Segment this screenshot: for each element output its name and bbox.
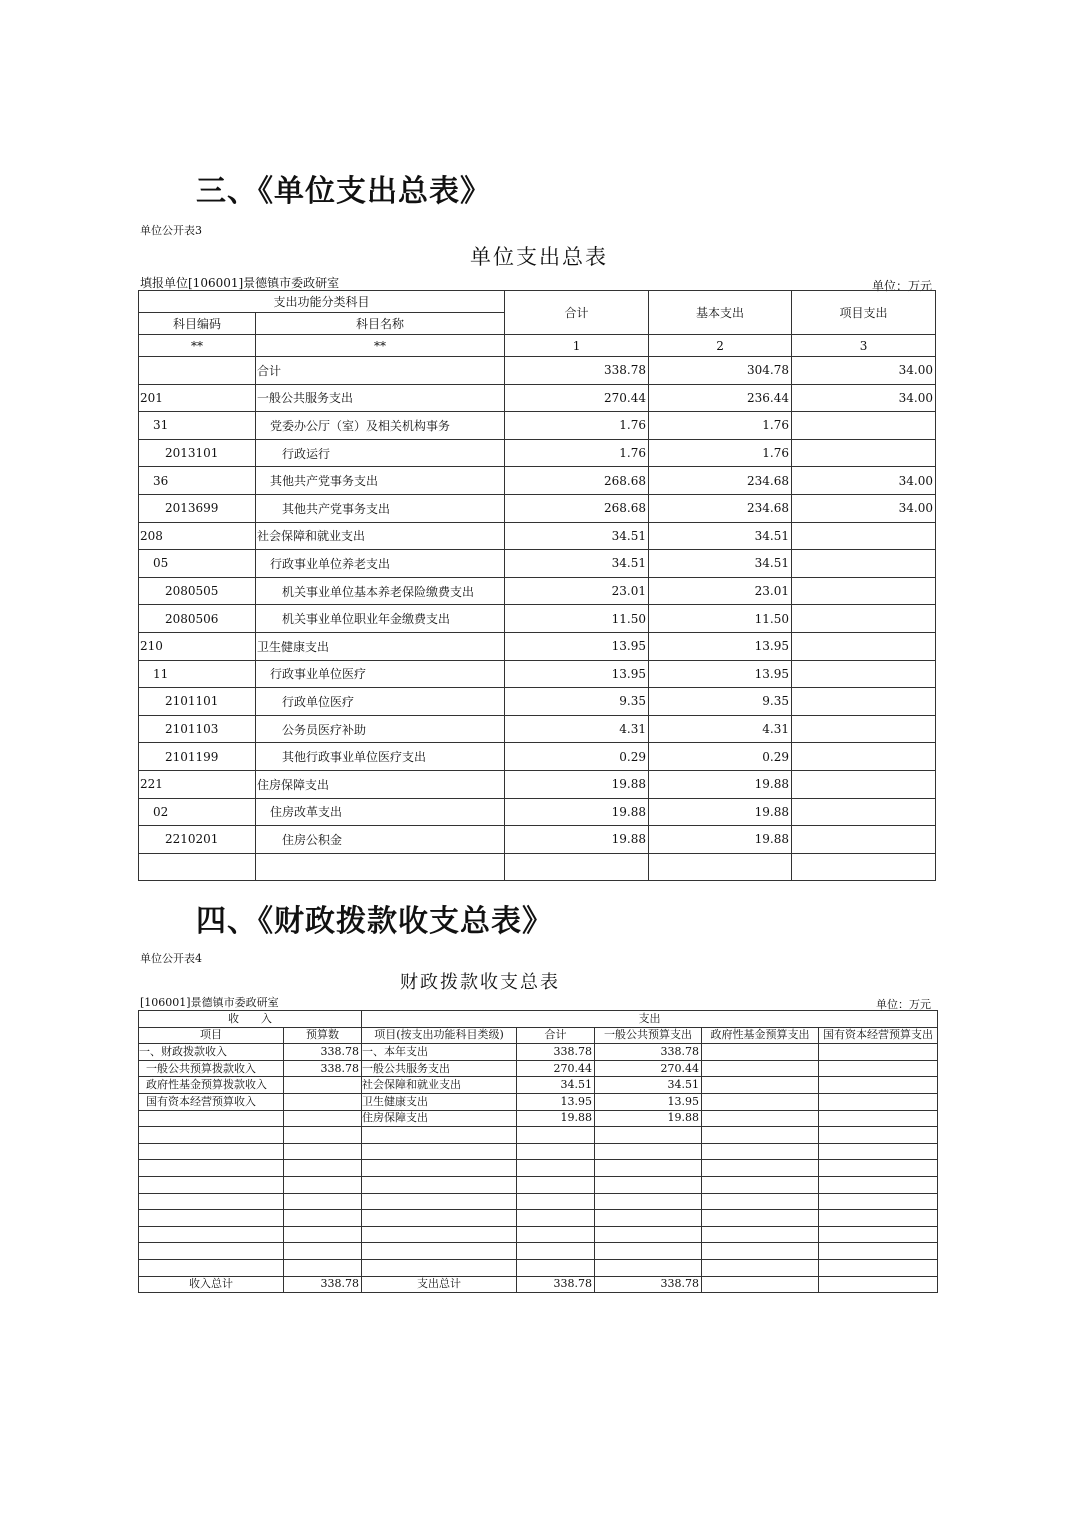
expense-total xyxy=(517,1259,595,1276)
expense-state-capital xyxy=(819,1193,938,1210)
row-code: 36 xyxy=(139,467,256,495)
expense-item xyxy=(362,1243,517,1260)
state-capital-total-value xyxy=(819,1276,938,1293)
row-code: 2013699 xyxy=(139,494,256,522)
row-name: 行政事业单位医疗 xyxy=(256,660,505,688)
index-cell: 3 xyxy=(792,335,936,357)
income-budget xyxy=(284,1127,362,1144)
income-budget xyxy=(284,1110,362,1127)
income-budget xyxy=(284,1093,362,1110)
table-row xyxy=(139,632,936,660)
expense-state-capital xyxy=(819,1226,938,1243)
income-item xyxy=(139,1210,284,1227)
header-item: 项目 xyxy=(139,1027,284,1044)
row-total: 23.01 xyxy=(505,577,649,605)
income-item xyxy=(139,1127,284,1144)
row-total: 13.95 xyxy=(505,660,649,688)
index-cell: 2 xyxy=(649,335,792,357)
row-basic: 13.95 xyxy=(649,632,792,660)
row-code: 2080506 xyxy=(139,605,256,633)
table-row xyxy=(139,1210,938,1227)
expense-item: 一般公共服务支出 xyxy=(362,1060,517,1077)
header-name: 科目名称 xyxy=(256,313,505,335)
expense-gov-fund xyxy=(702,1060,819,1077)
table-row xyxy=(139,688,936,716)
row-code: 208 xyxy=(139,522,256,550)
table-row xyxy=(139,1110,938,1127)
expense-state-capital xyxy=(819,1044,938,1061)
row-name: 卫生健康支出 xyxy=(256,632,505,660)
row-name: 机关事业单位职业年金缴费支出 xyxy=(256,605,505,633)
expense-general: 338.78 xyxy=(595,1044,702,1061)
row-total: 34.51 xyxy=(505,550,649,578)
expense-gov-fund xyxy=(702,1176,819,1193)
expense-total xyxy=(517,1143,595,1160)
row-project: 34.00 xyxy=(792,494,936,522)
header-total: 合计 xyxy=(517,1027,595,1044)
table-row xyxy=(139,1143,938,1160)
section4-unit-label: [106001]景德镇市委政研室 xyxy=(140,996,279,1009)
expense-gov-fund xyxy=(702,1127,819,1144)
table-row xyxy=(139,1127,938,1144)
row-project xyxy=(792,439,936,467)
expense-total xyxy=(517,1176,595,1193)
row-project xyxy=(792,770,936,798)
table-row xyxy=(139,743,936,771)
expense-item xyxy=(362,1143,517,1160)
row-code: 201 xyxy=(139,384,256,412)
income-item: 政府性基金预算拨款收入 xyxy=(139,1077,284,1094)
table-row xyxy=(139,384,936,412)
expense-general xyxy=(595,1243,702,1260)
table-row xyxy=(139,439,936,467)
income-budget xyxy=(284,1210,362,1227)
header-project: 项目支出 xyxy=(792,291,936,335)
row-total: 9.35 xyxy=(505,688,649,716)
index-cell: ** xyxy=(139,335,256,357)
table-row xyxy=(139,605,936,633)
row-project xyxy=(792,798,936,826)
row-project xyxy=(792,660,936,688)
header-code: 科目编码 xyxy=(139,313,256,335)
row-total: 1.76 xyxy=(505,439,649,467)
header-group: 支出功能分类科目 xyxy=(139,291,505,313)
footer-row xyxy=(139,1276,938,1293)
header-budget: 预算数 xyxy=(284,1027,362,1044)
table-row xyxy=(139,522,936,550)
row-code xyxy=(139,853,256,881)
expense-state-capital xyxy=(819,1176,938,1193)
row-project xyxy=(792,688,936,716)
row-total: 1.76 xyxy=(505,412,649,440)
row-project xyxy=(792,550,936,578)
row-total: 19.88 xyxy=(505,770,649,798)
table-row xyxy=(139,494,936,522)
income-budget xyxy=(284,1176,362,1193)
section3-tag: 单位公开表3 xyxy=(140,224,202,237)
expense-state-capital xyxy=(819,1060,938,1077)
expense-summary-table xyxy=(138,290,936,881)
row-basic: 9.35 xyxy=(649,688,792,716)
section3-heading: 三、《单位支出总表》 xyxy=(196,174,491,209)
expense-state-capital xyxy=(819,1127,938,1144)
expense-gov-fund xyxy=(702,1226,819,1243)
table-row xyxy=(139,550,936,578)
row-basic: 11.50 xyxy=(649,605,792,633)
header-gov-fund: 政府性基金预算支出 xyxy=(702,1027,819,1044)
income-budget: 338.78 xyxy=(284,1044,362,1061)
row-code: 02 xyxy=(139,798,256,826)
row-code: 2101103 xyxy=(139,715,256,743)
row-basic xyxy=(649,853,792,881)
row-name: 行政运行 xyxy=(256,439,505,467)
table-row xyxy=(139,770,936,798)
row-total: 34.51 xyxy=(505,522,649,550)
expense-gov-fund xyxy=(702,1193,819,1210)
income-item xyxy=(139,1226,284,1243)
row-basic: 236.44 xyxy=(649,384,792,412)
row-name: 行政事业单位养老支出 xyxy=(256,550,505,578)
row-code: 11 xyxy=(139,660,256,688)
table-row xyxy=(139,1044,938,1061)
table-row xyxy=(139,1093,938,1110)
expense-item xyxy=(362,1176,517,1193)
income-item xyxy=(139,1176,284,1193)
income-budget xyxy=(284,1160,362,1177)
income-budget xyxy=(284,1193,362,1210)
expense-general xyxy=(595,1226,702,1243)
table-row xyxy=(139,1259,938,1276)
row-name: 机关事业单位基本养老保险缴费支出 xyxy=(256,577,505,605)
row-code: 2101101 xyxy=(139,688,256,716)
expense-gov-fund xyxy=(702,1160,819,1177)
row-name: 社会保障和就业支出 xyxy=(256,522,505,550)
general-total-value: 338.78 xyxy=(595,1276,702,1293)
row-project xyxy=(792,632,936,660)
row-basic: 34.51 xyxy=(649,522,792,550)
expense-total xyxy=(517,1127,595,1144)
row-project xyxy=(792,522,936,550)
table-row xyxy=(139,798,936,826)
expense-total xyxy=(517,1160,595,1177)
income-budget xyxy=(284,1259,362,1276)
row-basic: 34.51 xyxy=(649,550,792,578)
expense-item: 卫生健康支出 xyxy=(362,1093,517,1110)
row-name: 其他共产党事务支出 xyxy=(256,494,505,522)
row-code: 210 xyxy=(139,632,256,660)
row-name: 公务员医疗补助 xyxy=(256,715,505,743)
income-item xyxy=(139,1143,284,1160)
income-item xyxy=(139,1110,284,1127)
index-cell: 1 xyxy=(505,335,649,357)
row-basic: 1.76 xyxy=(649,412,792,440)
expense-general xyxy=(595,1259,702,1276)
header-expense: 支出 xyxy=(362,1011,938,1028)
section4-heading: 四、《财政拨款收支总表》 xyxy=(196,904,553,939)
section4-title: 财政拨款收支总表 xyxy=(400,972,560,993)
expense-gov-fund xyxy=(702,1259,819,1276)
header-state-capital: 国有资本经营预算支出 xyxy=(819,1027,938,1044)
section4-tag: 单位公开表4 xyxy=(140,952,202,965)
row-project: 34.00 xyxy=(792,467,936,495)
expense-total-value: 338.78 xyxy=(517,1276,595,1293)
income-total-label: 收入总计 xyxy=(139,1276,284,1293)
index-cell: ** xyxy=(256,335,505,357)
income-item xyxy=(139,1243,284,1260)
row-total xyxy=(505,853,649,881)
row-project xyxy=(792,853,936,881)
row-code: 221 xyxy=(139,770,256,798)
header-basic: 基本支出 xyxy=(649,291,792,335)
row-code: 2013101 xyxy=(139,439,256,467)
expense-item: 一、本年支出 xyxy=(362,1044,517,1061)
row-project: 34.00 xyxy=(792,357,936,385)
income-item xyxy=(139,1259,284,1276)
row-project xyxy=(792,715,936,743)
table-row xyxy=(139,1160,938,1177)
row-total: 268.68 xyxy=(505,467,649,495)
row-basic: 234.68 xyxy=(649,467,792,495)
expense-gov-fund xyxy=(702,1143,819,1160)
row-basic: 23.01 xyxy=(649,577,792,605)
row-code: 2080505 xyxy=(139,577,256,605)
header-exp-item: 项目(按支出功能科目类级) xyxy=(362,1027,517,1044)
expense-general: 13.95 xyxy=(595,1093,702,1110)
row-project xyxy=(792,412,936,440)
income-budget xyxy=(284,1243,362,1260)
table-row xyxy=(139,1193,938,1210)
section4-unit-right: 单位：万元 xyxy=(876,998,931,1011)
expense-general xyxy=(595,1160,702,1177)
row-code: 2101199 xyxy=(139,743,256,771)
expense-item xyxy=(362,1259,517,1276)
row-name: 住房公积金 xyxy=(256,826,505,854)
row-total: 338.78 xyxy=(505,357,649,385)
expense-state-capital xyxy=(819,1110,938,1127)
income-item xyxy=(139,1160,284,1177)
expense-state-capital xyxy=(819,1160,938,1177)
table-row xyxy=(139,1077,938,1094)
row-basic: 19.88 xyxy=(649,770,792,798)
table-row xyxy=(139,412,936,440)
expense-item xyxy=(362,1127,517,1144)
row-total: 13.95 xyxy=(505,632,649,660)
income-item xyxy=(139,1193,284,1210)
row-project xyxy=(792,605,936,633)
expense-gov-fund xyxy=(702,1044,819,1061)
gov-fund-total-value xyxy=(702,1276,819,1293)
row-name: 一般公共服务支出 xyxy=(256,384,505,412)
fiscal-allocation-table xyxy=(138,1010,938,1293)
expense-item: 住房保障支出 xyxy=(362,1110,517,1127)
expense-general xyxy=(595,1176,702,1193)
header-general: 一般公共预算支出 xyxy=(595,1027,702,1044)
expense-gov-fund xyxy=(702,1077,819,1094)
expense-gov-fund xyxy=(702,1210,819,1227)
expense-general xyxy=(595,1127,702,1144)
row-name: 其他行政事业单位医疗支出 xyxy=(256,743,505,771)
row-basic: 19.88 xyxy=(649,826,792,854)
expense-total: 19.88 xyxy=(517,1110,595,1127)
expense-gov-fund xyxy=(702,1243,819,1260)
expense-general: 19.88 xyxy=(595,1110,702,1127)
section3-unit-right: 单位：万元 xyxy=(872,279,933,293)
income-total-value: 338.78 xyxy=(284,1276,362,1293)
expense-state-capital xyxy=(819,1210,938,1227)
expense-total: 338.78 xyxy=(517,1044,595,1061)
table-row xyxy=(139,660,936,688)
expense-general: 270.44 xyxy=(595,1060,702,1077)
row-name: 党委办公厅（室）及相关机构事务 xyxy=(256,412,505,440)
row-total: 270.44 xyxy=(505,384,649,412)
row-name xyxy=(256,853,505,881)
row-code: 31 xyxy=(139,412,256,440)
table-row xyxy=(139,1243,938,1260)
expense-total xyxy=(517,1210,595,1227)
income-item: 一、财政拨款收入 xyxy=(139,1044,284,1061)
row-name: 行政单位医疗 xyxy=(256,688,505,716)
row-basic: 19.88 xyxy=(649,798,792,826)
section3-title: 单位支出总表 xyxy=(470,245,608,269)
table-row xyxy=(139,1176,938,1193)
header-income: 收 入 xyxy=(139,1011,362,1028)
income-budget: 338.78 xyxy=(284,1060,362,1077)
income-item: 国有资本经营预算收入 xyxy=(139,1093,284,1110)
table-row xyxy=(139,826,936,854)
row-code xyxy=(139,357,256,385)
table-row xyxy=(139,467,936,495)
row-total: 0.29 xyxy=(505,743,649,771)
row-name: 合计 xyxy=(256,357,505,385)
expense-total xyxy=(517,1243,595,1260)
row-project xyxy=(792,826,936,854)
expense-total xyxy=(517,1193,595,1210)
row-total: 268.68 xyxy=(505,494,649,522)
row-total: 19.88 xyxy=(505,798,649,826)
expense-item xyxy=(362,1193,517,1210)
expense-total-label: 支出总计 xyxy=(362,1276,517,1293)
row-basic: 0.29 xyxy=(649,743,792,771)
row-code: 05 xyxy=(139,550,256,578)
row-name: 住房改革支出 xyxy=(256,798,505,826)
expense-total: 13.95 xyxy=(517,1093,595,1110)
index-row xyxy=(139,335,936,357)
row-total: 4.31 xyxy=(505,715,649,743)
row-basic: 304.78 xyxy=(649,357,792,385)
expense-general xyxy=(595,1143,702,1160)
row-basic: 234.68 xyxy=(649,494,792,522)
expense-gov-fund xyxy=(702,1093,819,1110)
expense-total: 270.44 xyxy=(517,1060,595,1077)
table-row xyxy=(139,715,936,743)
expense-item xyxy=(362,1226,517,1243)
row-basic: 1.76 xyxy=(649,439,792,467)
row-basic: 4.31 xyxy=(649,715,792,743)
expense-total xyxy=(517,1226,595,1243)
table-row xyxy=(139,853,936,881)
expense-general: 34.51 xyxy=(595,1077,702,1094)
row-name: 其他共产党事务支出 xyxy=(256,467,505,495)
table-row xyxy=(139,577,936,605)
row-total: 11.50 xyxy=(505,605,649,633)
row-total: 19.88 xyxy=(505,826,649,854)
income-budget xyxy=(284,1077,362,1094)
expense-general xyxy=(595,1210,702,1227)
income-item: 一般公共预算拨款收入 xyxy=(139,1060,284,1077)
expense-general xyxy=(595,1193,702,1210)
header-total: 合计 xyxy=(505,291,649,335)
row-basic: 13.95 xyxy=(649,660,792,688)
expense-state-capital xyxy=(819,1243,938,1260)
expense-state-capital xyxy=(819,1143,938,1160)
expense-total: 34.51 xyxy=(517,1077,595,1094)
table-row xyxy=(139,1226,938,1243)
row-name: 住房保障支出 xyxy=(256,770,505,798)
expense-state-capital xyxy=(819,1077,938,1094)
expense-item: 社会保障和就业支出 xyxy=(362,1077,517,1094)
table-row xyxy=(139,1060,938,1077)
table-row xyxy=(139,357,936,385)
row-project xyxy=(792,577,936,605)
row-project: 34.00 xyxy=(792,384,936,412)
row-code: 2210201 xyxy=(139,826,256,854)
row-project xyxy=(792,743,936,771)
section3-unit-label: 填报单位[106001]景德镇市委政研室 xyxy=(140,276,340,290)
income-budget xyxy=(284,1143,362,1160)
expense-state-capital xyxy=(819,1259,938,1276)
expense-state-capital xyxy=(819,1093,938,1110)
expense-item xyxy=(362,1160,517,1177)
expense-item xyxy=(362,1210,517,1227)
income-budget xyxy=(284,1226,362,1243)
expense-gov-fund xyxy=(702,1110,819,1127)
